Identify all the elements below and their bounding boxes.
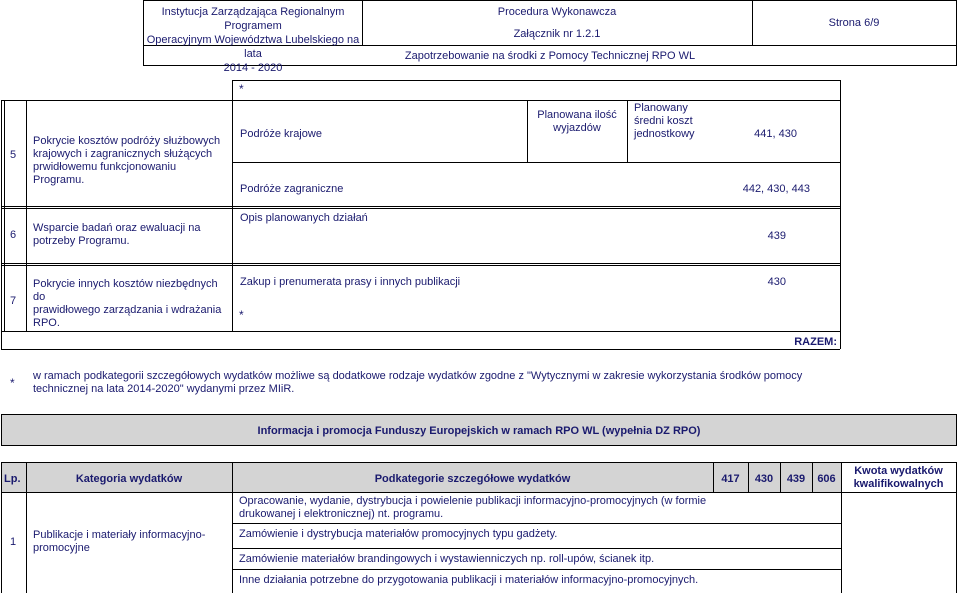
row-lp: 7 — [10, 295, 17, 307]
row-category: Pokrycie innych kosztów niezbędnych do prawidłowego zarządzania i wdrażania RPO. — [33, 278, 222, 329]
procedure-title: Procedura Wykonawcza — [497, 6, 617, 18]
institution-line: Operacyjnym Województwa Lubelskiego na lata — [146, 34, 360, 60]
row-lp: 1 — [10, 536, 17, 548]
attachment-label: Załącznik nr 1.2.1 — [513, 28, 601, 40]
subcategory-item: Inne działania potrzebne do przygotowania publikacji i materiałów informacyjno-promocyjnych. — [239, 574, 699, 586]
institution-line: 2014 - 2020 — [223, 62, 283, 74]
subcategory-domestic: Podróże krajowe — [240, 128, 322, 140]
row-lp: 6 — [10, 229, 17, 241]
header-code-417: 417 — [721, 473, 740, 485]
total-label: RAZEM: — [794, 336, 837, 348]
row-category: Publikacje i materiały informacyjno- promocyjne — [33, 529, 206, 554]
header-amount: Kwota wydatków kwalifikowalnych — [853, 465, 944, 490]
row-codes: 430 — [767, 276, 786, 288]
row-category: Pokrycie kosztów podróży służbowych krajowych i zagranicznych służących prwidłowemu funkcjonowaniu Programu. — [33, 135, 221, 186]
row-codes: 442, 430, 443 — [742, 183, 810, 195]
institution-line: Instytucja Zarządzająca Regionalnym Programem — [161, 6, 345, 32]
page-header — [143, 0, 957, 74]
footnote-mark: * — [10, 376, 15, 390]
section-banner — [1, 414, 957, 446]
header-subcategories: Podkategorie szczegółowe wydatków — [374, 473, 571, 485]
row-codes: 439 — [767, 230, 786, 242]
section-banner-title: Informacja i promocja Funduszy Europejskich w ramach RPO WL (wypełnia DZ RPO) — [257, 425, 701, 437]
subcategory-item: Zamówienie materiałów brandingowych i wystawienniczych np. roll-upów, ścianek itp. — [239, 553, 655, 565]
row-codes: 441, 430 — [754, 128, 797, 140]
planned-cost-header: Planowany średni koszt jednostkowy — [634, 102, 695, 140]
row-category: Wsparcie badań oraz ewaluacji na potrzeby Programu. — [33, 222, 201, 247]
header-code-606: 606 — [817, 473, 836, 485]
costs-table — [0, 80, 960, 350]
header-subtitle: Zapotrzebowanie na środki z Pomocy Technicznej RPO WL — [404, 50, 696, 62]
subcategory-item: Opracowanie, wydanie, dystrybucja i powielenie publikacji informacyjno-promocyjnych (w formie drukowanej i elektronicznej) nt. programu. — [239, 495, 707, 520]
promotion-table — [0, 462, 960, 593]
subcategory-foreign: Podróże zagraniczne — [240, 183, 344, 195]
header-lp: Lp. — [4, 473, 21, 485]
row-asterisk: * — [239, 308, 244, 322]
top-asterisk: * — [239, 82, 244, 96]
subcategory-press: Zakup i prenumerata prasy i innych publikacji — [240, 276, 461, 288]
header-category: Kategoria wydatków — [75, 473, 183, 485]
page-number: Strona 6/9 — [828, 17, 880, 29]
header-code-439: 439 — [786, 473, 806, 485]
header-code-430: 430 — [754, 473, 774, 485]
row-lp: 5 — [10, 149, 17, 161]
planned-qty-header: Planowana ilość wyjazdów — [537, 109, 617, 134]
subcategory-activities: Opis planowanych działań — [240, 212, 368, 224]
subcategory-item: Zamówienie i dystrybucja materiałów promocyjnych typu gadżety. — [239, 528, 558, 540]
footnote-text: w ramach podkategorii szczegółowych wydatków możliwe są dodatkowe rodzaje wydatków zgodne z "Wytycznymi w zakresie wykorzystania środków pomocy technicznej na lata 2014-2020" wydanymi przez MIiR. — [33, 370, 803, 395]
